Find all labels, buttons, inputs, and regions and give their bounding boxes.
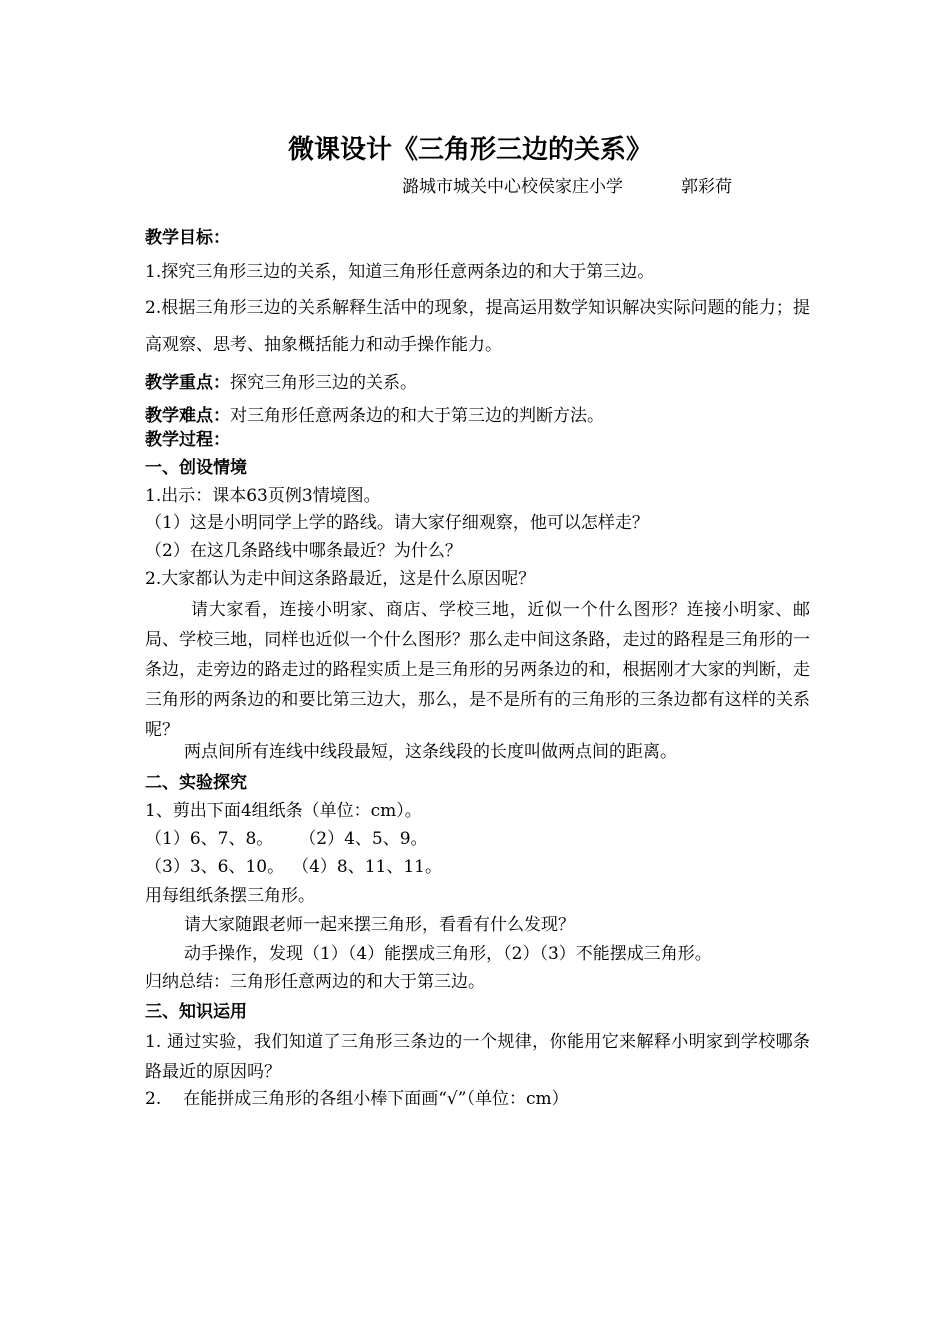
section1-line1: 1.出示：课本63页例3情境图。 [145,486,381,506]
group-3: （3）3、6、10。 [145,857,285,877]
section2-line4: 用每组纸条摆三角形。 [145,886,315,906]
difficulty-heading: 教学难点： [145,406,230,426]
section2-line6: 动手操作，发现（1）（4）能摆成三角形，（2）（3）不能摆成三角形。 [184,944,712,964]
author-school: 潞城市城关中心校侯家庄小学 [402,177,623,197]
author-name: 郭彩荷 [681,177,732,197]
author-line [402,175,732,199]
section3-item1: 1. 通过实验，我们知道了三角形三条边的一个规律，你能用它来解释小明家到学校哪条路最近的原因吗？ [145,1032,810,1082]
section1-line5: 两点间所有连线中线段最短，这条线段的长度叫做两点间的距离。 [184,742,677,762]
section2-line5: 请大家随跟老师一起来摆三角形，看看有什么发现？ [184,915,575,935]
section1-heading: 一、创设情境 [145,458,247,478]
difficulty-text: 对三角形任意两条边的和大于第三边的判断方法。 [230,406,604,426]
item2-text: 在能拼成三角形的各组小棒下面画“√”（单位：cm） [183,1089,569,1109]
key-point [145,370,417,396]
section2-line1: 1、剪出下面4组纸条（单位：cm）。 [145,801,422,821]
section1-line4: 2.大家都认为走中间这条路最近，这是什么原因呢？ [145,569,536,589]
group-4: （4）8、11、11。 [292,857,442,877]
section2-heading: 二、实验探究 [145,773,247,793]
item2-number: 2. [145,1089,162,1109]
section2-line2 [145,826,428,852]
section2-line7: 归纳总结：三角形任意两边的和大于第三边。 [145,972,485,992]
group-1: （1）6、7、8。 [145,829,274,849]
difficulty-point [145,403,604,429]
goals-heading: 教学目标： [145,228,230,248]
section1-line3: （2）在这几条路线中哪条最近？为什么？ [145,541,462,561]
group-2: （2）4、5、9。 [299,829,428,849]
process-heading: 教学过程： [145,430,230,450]
section1-paragraph: 请大家看，连接小明家、商店、学校三地，近似一个什么图形？连接小明家、邮局、学校三地，同样也近似一个什么图形？那么走中间这条路，走过的路程是三角形的一条边，走旁边的路走过的路程实质上是三角形的另两条边的和，根据刚才大家的判断，走三角形的两条边的和要比第三边大，那么，是不是所有的三角形的三条边都有这样的关系呢？ [145,600,810,740]
section2-line3 [145,854,442,880]
section1-line2: （1）这是小明同学上学的路线。请大家仔细观察，他可以怎样走？ [145,513,649,533]
document-title: 微课设计《三角形三边的关系》 [287,135,652,165]
goal-1: 1.探究三角形三边的关系，知道三角形任意两条边的和大于第三边。 [145,262,655,282]
goal-2: 2.根据三角形三边的关系解释生活中的现象，提高运用数学知识解决实际问题的能力；提高观察、思考、抽象概括能力和动手操作能力。 [145,298,810,355]
section3-heading: 三、知识运用 [145,1002,247,1022]
key-text: 探究三角形三边的关系。 [230,373,417,393]
section3-item2 [145,1086,569,1112]
key-heading: 教学重点： [145,373,230,393]
